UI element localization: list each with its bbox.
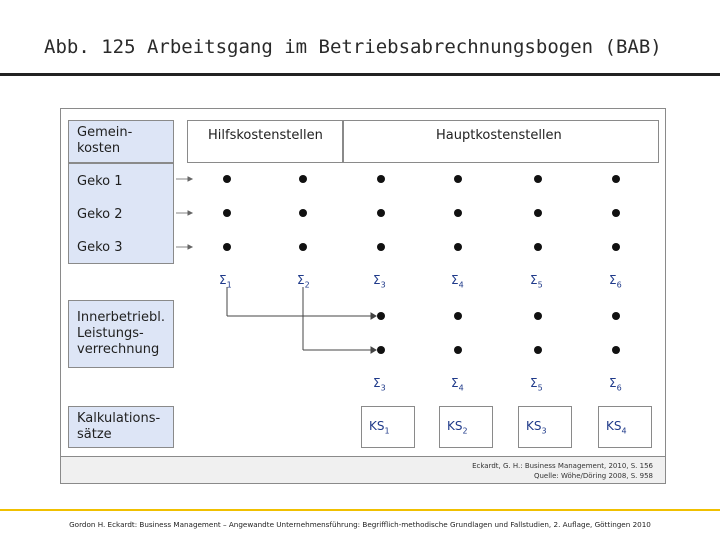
ilv-line2: Leistungs-: [77, 326, 144, 341]
dot-r3-c3: [377, 243, 385, 251]
hilfskostenstellen-label: Hilfskostenstellen: [208, 128, 323, 143]
sum2-col4: $\Sigma_4$: [451, 376, 464, 393]
geko-2-label: Geko 2: [77, 207, 123, 222]
dot-r1-c2: [299, 175, 307, 183]
source-strip: [61, 456, 665, 483]
dot-r4-c6: [612, 312, 620, 320]
bab-diagram-panel: [60, 108, 666, 484]
sum1-col5: $\Sigma_5$: [530, 273, 543, 290]
dot-r3-c2: [299, 243, 307, 251]
dot-r3-c1: [223, 243, 231, 251]
sum1-col2: $\Sigma_2$: [297, 273, 310, 290]
dot-r4-c3: [377, 312, 385, 320]
dot-r2-c5: [534, 209, 542, 217]
sum1-col4: $\Sigma_4$: [451, 273, 464, 290]
ks-box-3: $KS_3$: [518, 406, 572, 448]
slide-title: Abb. 125 Arbeitsgang im Betriebsabrechnungsbogen (BAB): [44, 36, 662, 58]
geko-1-label: Geko 1: [77, 174, 123, 189]
sum1-col3: $\Sigma_3$: [373, 273, 386, 290]
ks-box-2: $KS_2$: [439, 406, 493, 448]
footer-citation: Gordon H. Eckardt: Business Management – Angewandte Unternehmensführung: Begrifflich-methodische Grundlagen und Fallstudien, 2. Auflage, Göttingen 2010: [69, 520, 651, 529]
dot-r5-c5: [534, 346, 542, 354]
dot-r2-c4: [454, 209, 462, 217]
source-line1: Eckardt, G. H.: Business Management, 2010, S. 156: [472, 462, 653, 470]
ilv-box: [68, 300, 174, 368]
footer-rule: [0, 509, 720, 511]
dot-r1-c4: [454, 175, 462, 183]
dot-r2-c6: [612, 209, 620, 217]
dot-r1-c6: [612, 175, 620, 183]
allocation-lines: [211, 285, 391, 355]
dot-r4-c4: [454, 312, 462, 320]
ilv-line3: verrechnung: [77, 342, 160, 357]
kalk-box: [68, 406, 174, 448]
dot-r3-c5: [534, 243, 542, 251]
geko-3-label: Geko 3: [77, 240, 123, 255]
dot-r5-c6: [612, 346, 620, 354]
dot-r2-c3: [377, 209, 385, 217]
gemeinkosten-line1: Gemein-: [77, 125, 133, 140]
dot-r5-c4: [454, 346, 462, 354]
ks-box-4: $KS_4$: [598, 406, 652, 448]
hauptkostenstellen-header-box: [343, 120, 659, 163]
gemeinkosten-header-box: [68, 120, 174, 163]
sum1-col6: $\Sigma_6$: [609, 273, 622, 290]
kalk-line2: sätze: [77, 427, 112, 442]
dot-r1-c1: [223, 175, 231, 183]
dot-r1-c5: [534, 175, 542, 183]
hilfskostenstellen-header-box: [187, 120, 343, 163]
kalk-line1: Kalkulations-: [77, 411, 161, 426]
dot-r3-c6: [612, 243, 620, 251]
ilv-line1: Innerbetriebl.: [77, 310, 165, 325]
dot-r1-c3: [377, 175, 385, 183]
arrow-icon: [176, 177, 192, 249]
dot-r5-c3: [377, 346, 385, 354]
gemeinkosten-line2: kosten: [77, 141, 121, 156]
hauptkostenstellen-label: Hauptkostenstellen: [436, 128, 562, 143]
dot-r4-c5: [534, 312, 542, 320]
dot-r2-c2: [299, 209, 307, 217]
source-line2: Quelle: Wöhe/Döring 2008, S. 958: [533, 472, 653, 480]
dot-r2-c1: [223, 209, 231, 217]
sum2-col6: $\Sigma_6$: [609, 376, 622, 393]
sum1-col1: $\Sigma_1$: [219, 273, 232, 290]
title-rule: [0, 73, 720, 76]
sum2-col5: $\Sigma_5$: [530, 376, 543, 393]
sum2-col3: $\Sigma_3$: [373, 376, 386, 393]
row-arrows: [176, 169, 200, 259]
dot-r3-c4: [454, 243, 462, 251]
ks-box-1: $KS_1$: [361, 406, 415, 448]
geko-rows-box: [68, 163, 174, 264]
